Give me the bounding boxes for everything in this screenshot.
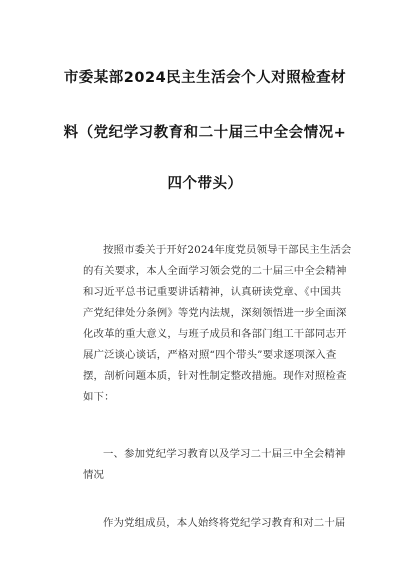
- document-title-line-3: 四个带头）: [167, 176, 243, 192]
- paragraph-1-line-7: 摆，剖析问题本质，针对性制定整改措施。现作对照检查: [83, 370, 347, 382]
- paragraph-1-line-8: 如下：: [83, 391, 115, 403]
- document-title-line-1: 市委某部2024民主生活会个人对照检查材: [63, 70, 347, 86]
- paragraph-2-line-1: 作为党组成员，本人始终将党纪学习教育和对二十届: [103, 517, 346, 529]
- paragraph-1-line-6: 展广泛谈心谈话，严格对照“四个带头”要求逐项深入查: [83, 349, 337, 361]
- paragraph-1-line-4: 产党纪律处分条例》等党内法规，深刻领悟进一步全面深: [83, 307, 347, 319]
- paragraph-1-line-1: 按照市委关于开好2024年度党员领导干部民主生活会: [103, 244, 352, 256]
- paragraph-1-line-2: 的有关要求，本人全面学习领会党的二十届三中全会精神: [83, 265, 347, 277]
- document-title-line-2: 料（党纪学习教育和二十届三中全会情况+: [63, 125, 347, 141]
- paragraph-1-line-3: 和习近平总书记重要讲话精神，认真研读党章、《中国共: [83, 286, 342, 298]
- paragraph-1-line-5: 化改革的重大意义，与班子成员和各部门组工干部同志开: [83, 328, 347, 340]
- section-1-heading-line-2: 情况: [83, 469, 105, 481]
- section-1-heading-line-1: 一、参加党纪学习教育以及学习二十届三中全会精神: [103, 448, 346, 460]
